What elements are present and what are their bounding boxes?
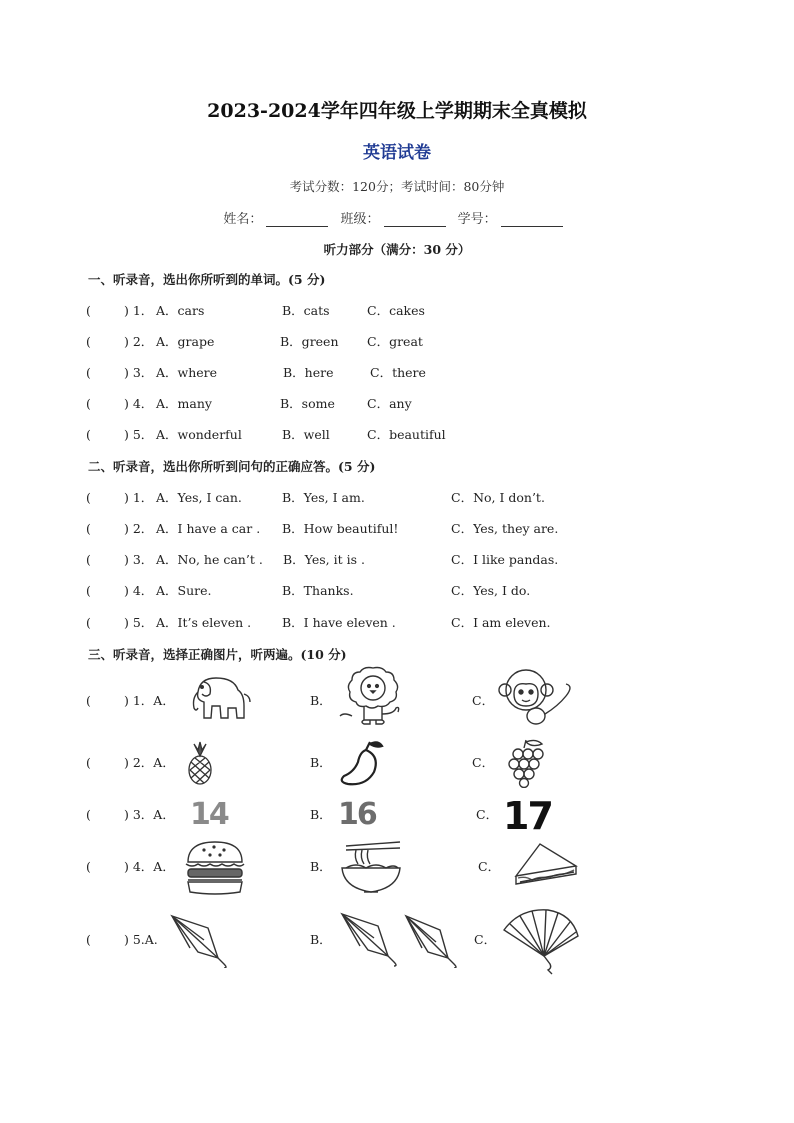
noodles-icon — [336, 840, 406, 896]
answer-paren[interactable]: ( — [86, 427, 91, 442]
mango-icon — [336, 738, 386, 790]
option-c: C． — [472, 693, 495, 708]
option-c: C．great — [367, 334, 423, 349]
option-a: A．Sure. — [156, 583, 212, 598]
number-14: 14 — [190, 797, 228, 832]
question-number: ) 4． — [124, 583, 154, 598]
option-b: B．here — [283, 365, 334, 380]
question-row — [86, 520, 786, 538]
question-number: ) 4．A． — [124, 859, 175, 874]
question-row — [86, 302, 786, 320]
exam-info: 考试分数：120分；考试时间：80分钟 — [289, 179, 505, 194]
question-number: ) 1．A． — [124, 693, 175, 708]
option-b: B． — [310, 693, 332, 708]
option-b: B．How beautiful! — [282, 521, 399, 536]
answer-paren[interactable]: ( — [86, 396, 91, 411]
option-a: A．Yes, I can. — [156, 490, 242, 505]
elephant-icon — [190, 672, 254, 724]
option-c: C．Yes, I do. — [451, 583, 531, 598]
answer-paren[interactable]: ( — [86, 583, 91, 598]
question-number: ) 3．A． — [124, 807, 175, 822]
page-title: 2023-2024学年四年级上学期期末全真模拟 — [207, 100, 587, 122]
answer-paren[interactable]: ( — [86, 365, 91, 380]
section-2-heading: 二、听录音，选出你所听到问句的正确应答。(5 分) — [88, 459, 376, 474]
question-number: ) 4． — [124, 396, 154, 411]
answer-paren[interactable]: ( — [86, 755, 91, 770]
question-row — [86, 614, 786, 632]
number-16: 16 — [338, 797, 376, 832]
option-b: B．cats — [282, 303, 330, 318]
question-number: ) 3． — [124, 365, 154, 380]
question-number: ) 5.A. — [124, 932, 158, 947]
option-b: B．some — [280, 396, 335, 411]
option-c: C．I like pandas. — [451, 552, 559, 567]
section-1-heading: 一、听录音，选出你所听到的单词。(5 分) — [88, 272, 326, 287]
option-a: A．wonderful — [156, 427, 242, 442]
option-b: B．well — [282, 427, 330, 442]
umbrella-icon-2 — [402, 912, 462, 968]
option-a: A．cars — [156, 303, 205, 318]
question-row — [86, 426, 786, 444]
number-17: 17 — [503, 794, 552, 838]
grapes-icon — [504, 738, 548, 788]
question-number: ) 2． — [124, 334, 154, 349]
option-c: C．cakes — [367, 303, 425, 318]
question-row — [86, 582, 786, 600]
question-number: ) 2．A． — [124, 755, 175, 770]
listening-part-heading: 听力部分（满分：30 分） — [323, 242, 471, 257]
sandwich-icon — [510, 840, 580, 894]
option-c: C．I am eleven. — [451, 615, 551, 630]
answer-paren[interactable]: ( — [86, 615, 91, 630]
umbrella-icon-1 — [338, 910, 404, 968]
fan-icon — [500, 906, 580, 976]
answer-paren[interactable]: ( — [86, 693, 91, 708]
question-number: ) 3． — [124, 552, 154, 567]
option-c: C．there — [370, 365, 426, 380]
class-label: 班级： — [340, 212, 380, 227]
option-a: A．It’s eleven . — [156, 615, 252, 630]
answer-paren[interactable]: ( — [86, 807, 91, 822]
answer-paren[interactable]: ( — [86, 552, 91, 567]
option-c: C． — [478, 859, 501, 874]
answer-paren[interactable]: ( — [86, 334, 91, 349]
id-label: 学号： — [457, 212, 497, 227]
option-b: B．green — [280, 334, 339, 349]
hamburger-icon — [184, 838, 246, 896]
question-row — [86, 364, 786, 382]
answer-paren[interactable]: ( — [86, 490, 91, 505]
question-row — [86, 333, 786, 351]
option-a: A．No, he can’t . — [156, 552, 263, 567]
option-b: B．Yes, I am. — [282, 490, 365, 505]
option-a: A．grape — [156, 334, 215, 349]
option-b: B． — [310, 859, 332, 874]
umbrella-icon — [168, 912, 232, 968]
option-c: C． — [476, 807, 499, 822]
question-row — [86, 395, 786, 413]
option-b: B．I have eleven . — [282, 615, 396, 630]
pineapple-icon — [182, 740, 218, 786]
class-blank[interactable] — [384, 213, 446, 227]
answer-paren[interactable]: ( — [86, 303, 91, 318]
option-c: C．beautiful — [367, 427, 446, 442]
monkey-icon — [496, 666, 580, 728]
option-a: A．I have a car . — [156, 521, 261, 536]
question-number: ) 5． — [124, 615, 154, 630]
option-c: C． — [472, 755, 495, 770]
question-number: ) 1． — [124, 303, 154, 318]
id-blank[interactable] — [501, 213, 563, 227]
option-c: C．any — [367, 396, 412, 411]
question-row — [86, 551, 786, 569]
option-a: A．many — [156, 396, 212, 411]
question-number: ) 5． — [124, 427, 154, 442]
answer-paren[interactable]: ( — [86, 932, 91, 947]
answer-paren[interactable]: ( — [86, 521, 91, 536]
option-b: B． — [310, 807, 332, 822]
question-number: ) 1． — [124, 490, 154, 505]
option-c: C．Yes, they are. — [451, 521, 559, 536]
name-label: 姓名： — [223, 212, 263, 227]
option-a: A．where — [156, 365, 218, 380]
question-number: ) 2． — [124, 521, 154, 536]
name-blank[interactable] — [266, 213, 328, 227]
option-c: C．No, I don’t. — [451, 490, 545, 505]
option-b: B．Yes, it is . — [283, 552, 365, 567]
option-c: C． — [474, 932, 497, 947]
option-b: B． — [310, 932, 332, 947]
lion-icon — [334, 664, 412, 726]
answer-paren[interactable]: ( — [86, 859, 91, 874]
page-subtitle: 英语试卷 — [363, 143, 431, 163]
option-b: B． — [310, 755, 332, 770]
section-3-heading: 三、听录音，选择正确图片，听两遍。(10 分) — [88, 647, 347, 662]
option-b: B．Thanks. — [282, 583, 354, 598]
question-row — [86, 489, 786, 507]
student-info-row — [0, 208, 794, 227]
